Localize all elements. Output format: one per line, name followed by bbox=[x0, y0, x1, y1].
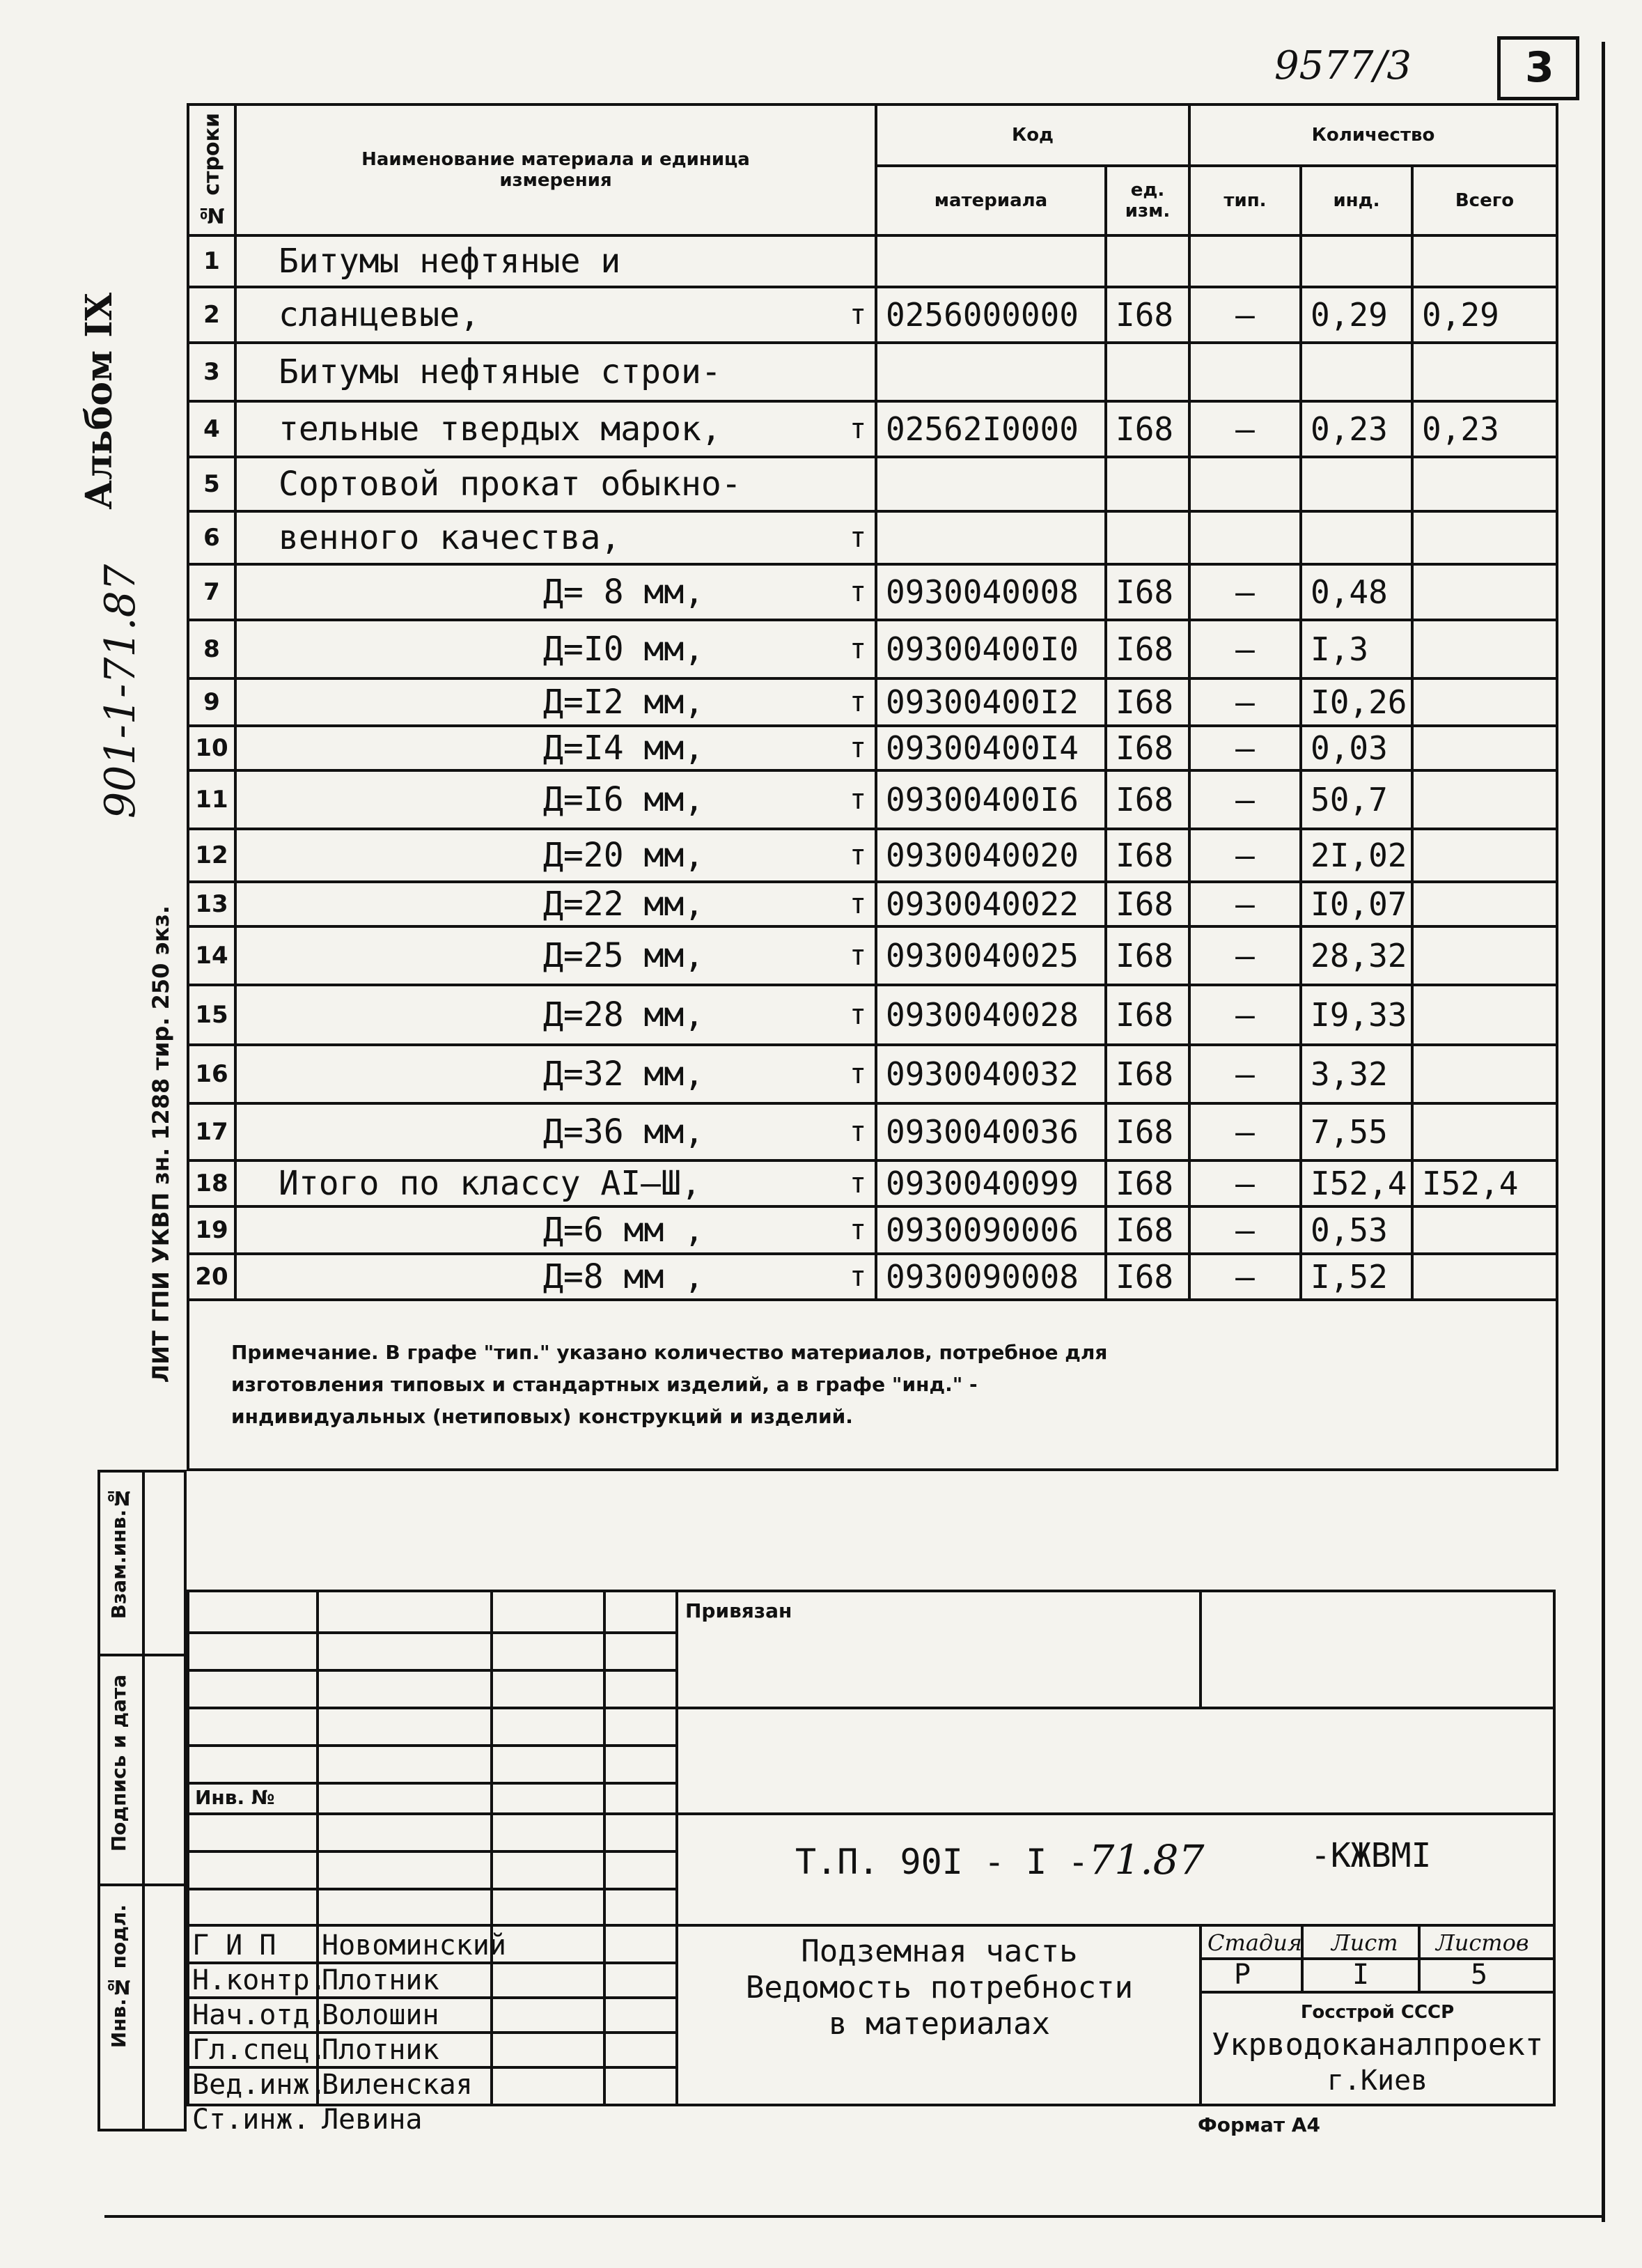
material-code: 0930040036 bbox=[876, 1103, 1106, 1160]
material-name-text: Итого по классу АI–Ш, bbox=[279, 1164, 701, 1203]
table-row bbox=[188, 511, 1557, 564]
qty-ind: 2I,02 bbox=[1301, 829, 1412, 882]
table-row bbox=[188, 985, 1557, 1045]
qty-ind bbox=[1301, 235, 1412, 287]
row-number: 12 bbox=[188, 829, 235, 882]
qty-typ: – bbox=[1189, 564, 1301, 620]
material-name-text: тельные твердых марок, bbox=[279, 410, 721, 449]
row-number: 13 bbox=[188, 882, 235, 926]
material-name bbox=[235, 1206, 876, 1254]
org-city: г.Киев bbox=[1327, 2065, 1428, 2097]
qty-typ: – bbox=[1189, 882, 1301, 926]
qty-typ: – bbox=[1189, 1254, 1301, 1300]
unit-code bbox=[1106, 343, 1189, 401]
material-code: 0256000000 bbox=[876, 287, 1106, 343]
document-number: 9577/3 bbox=[1274, 43, 1412, 88]
material-unit: т bbox=[850, 633, 867, 665]
qty-total bbox=[1412, 678, 1557, 726]
note-text: Примечание. В графе "тип." указано количество материалов, потребное для изготовления типовых и стандартных изделий, а в графе "инд." - индивидуальных (нетиповых) конструкций и изделий. bbox=[231, 1341, 1108, 1428]
material-name-text: Д=36 мм, bbox=[543, 1112, 705, 1151]
material-name-text: Битумы нефтяные строи- bbox=[279, 352, 721, 391]
header-code-material: материала bbox=[876, 166, 1106, 235]
sheet-title-line-1: Подземная часть bbox=[801, 1934, 1078, 1969]
org-name: Укрводоканалпроект bbox=[1211, 2027, 1544, 2063]
qty-total bbox=[1412, 564, 1557, 620]
signer-name: Виленская bbox=[322, 2069, 473, 2101]
unit-code: I68 bbox=[1106, 770, 1189, 829]
table-row bbox=[188, 829, 1557, 882]
row-number: 10 bbox=[188, 726, 235, 770]
unit-code: I68 bbox=[1106, 401, 1189, 457]
material-code bbox=[876, 343, 1106, 401]
qty-total bbox=[1412, 882, 1557, 926]
print-info: ЛИТ ГПИ УКВП зн. 1288 тир. 250 экз. bbox=[148, 906, 174, 1383]
designation-suffix: -КЖВМI bbox=[1311, 1836, 1432, 1875]
unit-code: I68 bbox=[1106, 726, 1189, 770]
material-name bbox=[235, 511, 876, 564]
header-name: Наименование материала и единица измерения bbox=[235, 104, 876, 235]
header-q-ind: инд. bbox=[1301, 166, 1412, 235]
signer-name: Плотник bbox=[322, 1964, 439, 1996]
unit-code: I68 bbox=[1106, 985, 1189, 1045]
material-code: 0930040022 bbox=[876, 882, 1106, 926]
material-code bbox=[876, 235, 1106, 287]
material-code: 0930040025 bbox=[876, 926, 1106, 985]
qty-typ: – bbox=[1189, 829, 1301, 882]
qty-total bbox=[1412, 1103, 1557, 1160]
table-row bbox=[188, 926, 1557, 985]
frame-bottom bbox=[104, 2215, 1605, 2218]
qty-total: 0,23 bbox=[1412, 401, 1557, 457]
qty-total bbox=[1412, 1206, 1557, 1254]
sheet-label: Лист bbox=[1331, 1929, 1398, 1956]
qty-ind: I0,07 bbox=[1301, 882, 1412, 926]
material-name bbox=[235, 401, 876, 457]
material-name bbox=[235, 564, 876, 620]
signer-role: Н.контр. bbox=[192, 1964, 327, 1996]
qty-ind: 0,53 bbox=[1301, 1206, 1412, 1254]
row-number: 5 bbox=[188, 457, 235, 511]
page-number: 3 bbox=[1525, 43, 1554, 92]
table-row bbox=[188, 1045, 1557, 1103]
table-row bbox=[188, 620, 1557, 678]
material-unit: т bbox=[850, 784, 867, 816]
unit-code: I68 bbox=[1106, 287, 1189, 343]
signer-role: Ст.инж. bbox=[192, 2104, 310, 2136]
qty-typ: – bbox=[1189, 287, 1301, 343]
material-unit: т bbox=[850, 1214, 867, 1246]
inv-no-label: Инв. № bbox=[195, 1786, 275, 1809]
unit-code: I68 bbox=[1106, 620, 1189, 678]
material-name-text: Битумы нефтяные и bbox=[279, 242, 621, 281]
material-name bbox=[235, 343, 876, 401]
stage-label: Стадия bbox=[1207, 1929, 1302, 1956]
qty-total bbox=[1412, 1254, 1557, 1300]
material-name bbox=[235, 457, 876, 511]
unit-code bbox=[1106, 457, 1189, 511]
material-name-text: сланцевые, bbox=[279, 295, 480, 334]
unit-code: I68 bbox=[1106, 882, 1189, 926]
qty-total bbox=[1412, 770, 1557, 829]
qty-typ: – bbox=[1189, 1045, 1301, 1103]
material-code: 02562I0000 bbox=[876, 401, 1106, 457]
stage-value: Р bbox=[1234, 1959, 1251, 1991]
qty-total bbox=[1412, 235, 1557, 287]
header-row-no: № строки bbox=[188, 104, 235, 235]
header-q-typ: тип. bbox=[1189, 166, 1301, 235]
material-code: 09300400I6 bbox=[876, 770, 1106, 829]
table-row bbox=[188, 770, 1557, 829]
row-number: 9 bbox=[188, 678, 235, 726]
material-name-text: Д=32 мм, bbox=[543, 1055, 705, 1094]
qty-total bbox=[1412, 457, 1557, 511]
frame-right bbox=[1602, 42, 1605, 2222]
row-number: 1 bbox=[188, 235, 235, 287]
material-unit: т bbox=[850, 999, 867, 1031]
material-code: 0930040032 bbox=[876, 1045, 1106, 1103]
row-number: 8 bbox=[188, 620, 235, 678]
signer-role: Г И П bbox=[192, 1929, 276, 1962]
org-top: Госстрой СССР bbox=[1300, 2002, 1455, 2023]
qty-ind: 3,32 bbox=[1301, 1045, 1412, 1103]
table-row bbox=[188, 343, 1557, 401]
material-name bbox=[235, 1254, 876, 1300]
unit-code: I68 bbox=[1106, 564, 1189, 620]
qty-typ: – bbox=[1189, 1103, 1301, 1160]
table-row bbox=[188, 1254, 1557, 1300]
table-row bbox=[188, 1103, 1557, 1160]
qty-typ bbox=[1189, 457, 1301, 511]
qty-ind: I,52 bbox=[1301, 1254, 1412, 1300]
privyazan-label: Привязан bbox=[685, 1599, 792, 1622]
material-code: 09300400I2 bbox=[876, 678, 1106, 726]
margin-stamp bbox=[97, 1470, 187, 2131]
unit-code: I68 bbox=[1106, 1160, 1189, 1206]
designation: Т.П. 90I - I -71.87 bbox=[795, 1836, 1205, 1883]
material-name-text: Сортовой прокат обыкно- bbox=[279, 465, 742, 504]
row-number: 14 bbox=[188, 926, 235, 985]
unit-code bbox=[1106, 235, 1189, 287]
inv-podl-label: Инв.№ подл. bbox=[107, 1904, 130, 2049]
sheet-title bbox=[685, 1934, 1194, 2042]
material-code: 09300400I4 bbox=[876, 726, 1106, 770]
material-name-text: Д=I0 мм, bbox=[543, 630, 705, 669]
table-row bbox=[188, 235, 1557, 287]
material-name bbox=[235, 726, 876, 770]
material-code: 0930040008 bbox=[876, 564, 1106, 620]
table-row bbox=[188, 1206, 1557, 1254]
material-unit: т bbox=[850, 732, 867, 764]
material-unit: т bbox=[850, 1058, 867, 1090]
material-name-text: венного качества, bbox=[279, 518, 621, 557]
signer-role: Гл.спец. bbox=[192, 2034, 327, 2066]
material-name bbox=[235, 926, 876, 985]
material-code: 09300400I0 bbox=[876, 620, 1106, 678]
project-number: 901-1-71.87 bbox=[96, 564, 145, 819]
material-name bbox=[235, 1160, 876, 1206]
material-name bbox=[235, 287, 876, 343]
sheet-title-line-3: в материалах bbox=[829, 2006, 1050, 2042]
row-number: 20 bbox=[188, 1254, 235, 1300]
material-unit: т bbox=[850, 888, 867, 920]
row-number: 19 bbox=[188, 1206, 235, 1254]
qty-typ: – bbox=[1189, 926, 1301, 985]
row-number: 15 bbox=[188, 985, 235, 1045]
qty-typ: – bbox=[1189, 1206, 1301, 1254]
material-code bbox=[876, 457, 1106, 511]
qty-total: 0,29 bbox=[1412, 287, 1557, 343]
material-unit: т bbox=[850, 1167, 867, 1199]
row-number: 16 bbox=[188, 1045, 235, 1103]
material-name bbox=[235, 882, 876, 926]
material-code bbox=[876, 511, 1106, 564]
album-label: Альбом IX bbox=[78, 293, 120, 510]
qty-ind: 50,7 bbox=[1301, 770, 1412, 829]
table-row bbox=[188, 401, 1557, 457]
material-name bbox=[235, 678, 876, 726]
row-number: 11 bbox=[188, 770, 235, 829]
qty-total bbox=[1412, 726, 1557, 770]
row-number: 3 bbox=[188, 343, 235, 401]
material-name-text: Д=20 мм, bbox=[543, 836, 705, 875]
podpis-data-label: Подпись и дата bbox=[107, 1675, 130, 1852]
qty-typ: – bbox=[1189, 770, 1301, 829]
vz-inv-label: Взам.инв.№ bbox=[107, 1486, 130, 1620]
qty-ind: I,3 bbox=[1301, 620, 1412, 678]
qty-typ: – bbox=[1189, 401, 1301, 457]
unit-code: I68 bbox=[1106, 1254, 1189, 1300]
format-label: Формат А4 bbox=[1198, 2113, 1320, 2136]
unit-code: I68 bbox=[1106, 1103, 1189, 1160]
material-unit: т bbox=[850, 576, 867, 608]
material-name-text: Д=I2 мм, bbox=[543, 683, 705, 722]
signer-role: Нач.отд. bbox=[192, 1999, 327, 2031]
qty-ind bbox=[1301, 343, 1412, 401]
header-code: Код bbox=[876, 104, 1189, 166]
qty-ind bbox=[1301, 511, 1412, 564]
table-row bbox=[188, 678, 1557, 726]
unit-code bbox=[1106, 511, 1189, 564]
material-name bbox=[235, 1103, 876, 1160]
material-name-text: Д=I4 мм, bbox=[543, 729, 705, 768]
unit-code: I68 bbox=[1106, 1045, 1189, 1103]
qty-total bbox=[1412, 343, 1557, 401]
material-name bbox=[235, 770, 876, 829]
material-code: 0930040099 bbox=[876, 1160, 1106, 1206]
sheets-value: 5 bbox=[1471, 1959, 1488, 1991]
table-row bbox=[188, 1160, 1557, 1206]
qty-typ: – bbox=[1189, 985, 1301, 1045]
table-row bbox=[188, 564, 1557, 620]
qty-typ: – bbox=[1189, 620, 1301, 678]
qty-total bbox=[1412, 1045, 1557, 1103]
material-unit: т bbox=[850, 413, 867, 445]
material-unit: т bbox=[850, 522, 867, 554]
material-unit: т bbox=[850, 839, 867, 871]
signer-name: Левина bbox=[322, 2104, 423, 2136]
sheets-label: Листов bbox=[1436, 1929, 1529, 1956]
unit-code: I68 bbox=[1106, 1206, 1189, 1254]
material-code: 0930090006 bbox=[876, 1206, 1106, 1254]
materials-table bbox=[187, 103, 1558, 1471]
sheet-value: I bbox=[1352, 1959, 1370, 1991]
material-unit: т bbox=[850, 1116, 867, 1148]
material-name bbox=[235, 1045, 876, 1103]
qty-ind: 0,23 bbox=[1301, 401, 1412, 457]
unit-code: I68 bbox=[1106, 829, 1189, 882]
qty-ind: 0,03 bbox=[1301, 726, 1412, 770]
qty-ind: I9,33 bbox=[1301, 985, 1412, 1045]
material-code: 0930090008 bbox=[876, 1254, 1106, 1300]
material-name-text: Д=25 мм, bbox=[543, 936, 705, 975]
qty-typ bbox=[1189, 343, 1301, 401]
qty-typ bbox=[1189, 235, 1301, 287]
material-name bbox=[235, 620, 876, 678]
qty-ind: I0,26 bbox=[1301, 678, 1412, 726]
qty-ind: 28,32 bbox=[1301, 926, 1412, 985]
signer-name: Плотник bbox=[322, 2034, 439, 2066]
unit-code: I68 bbox=[1106, 926, 1189, 985]
qty-total bbox=[1412, 926, 1557, 985]
header-quantity: Количество bbox=[1189, 104, 1557, 166]
qty-ind bbox=[1301, 457, 1412, 511]
material-code: 0930040028 bbox=[876, 985, 1106, 1045]
material-name bbox=[235, 235, 876, 287]
qty-total: I52,4 bbox=[1412, 1160, 1557, 1206]
note-cell bbox=[188, 1300, 1557, 1470]
row-number: 4 bbox=[188, 401, 235, 457]
qty-ind: I52,4 bbox=[1301, 1160, 1412, 1206]
table-row bbox=[188, 882, 1557, 926]
header-code-unit: ед. изм. bbox=[1106, 166, 1189, 235]
signer-role: Вед.инж. bbox=[192, 2069, 327, 2101]
sheet-title-line-2: Ведомость потребности bbox=[745, 1970, 1134, 2005]
table-row bbox=[188, 726, 1557, 770]
qty-typ: – bbox=[1189, 678, 1301, 726]
unit-code: I68 bbox=[1106, 678, 1189, 726]
qty-typ bbox=[1189, 511, 1301, 564]
qty-typ: – bbox=[1189, 726, 1301, 770]
table-row bbox=[188, 457, 1557, 511]
signer-name: Новоминский bbox=[322, 1929, 506, 1962]
material-name bbox=[235, 985, 876, 1045]
qty-total bbox=[1412, 511, 1557, 564]
material-name-text: Д=I6 мм, bbox=[543, 780, 705, 819]
material-unit: т bbox=[850, 940, 867, 972]
material-name-text: Д=6 мм , bbox=[543, 1211, 705, 1250]
material-unit: т bbox=[850, 686, 867, 718]
header-q-total: Всего bbox=[1412, 166, 1557, 235]
material-code: 0930040020 bbox=[876, 829, 1106, 882]
qty-total bbox=[1412, 829, 1557, 882]
qty-ind: 0,29 bbox=[1301, 287, 1412, 343]
material-unit: т bbox=[850, 299, 867, 331]
qty-ind: 0,48 bbox=[1301, 564, 1412, 620]
table-row bbox=[188, 287, 1557, 343]
material-name-text: Д=8 мм , bbox=[543, 1257, 705, 1296]
material-name-text: Д= 8 мм, bbox=[543, 573, 705, 612]
row-number: 17 bbox=[188, 1103, 235, 1160]
qty-typ: – bbox=[1189, 1160, 1301, 1206]
row-number: 6 bbox=[188, 511, 235, 564]
material-name bbox=[235, 829, 876, 882]
signer-name: Волошин bbox=[322, 1999, 439, 2031]
row-number: 7 bbox=[188, 564, 235, 620]
material-unit: т bbox=[850, 1261, 867, 1293]
qty-total bbox=[1412, 620, 1557, 678]
material-name-text: Д=28 мм, bbox=[543, 995, 705, 1034]
material-name-text: Д=22 мм, bbox=[543, 885, 705, 924]
row-number: 18 bbox=[188, 1160, 235, 1206]
row-number: 2 bbox=[188, 287, 235, 343]
qty-ind: 7,55 bbox=[1301, 1103, 1412, 1160]
qty-total bbox=[1412, 985, 1557, 1045]
